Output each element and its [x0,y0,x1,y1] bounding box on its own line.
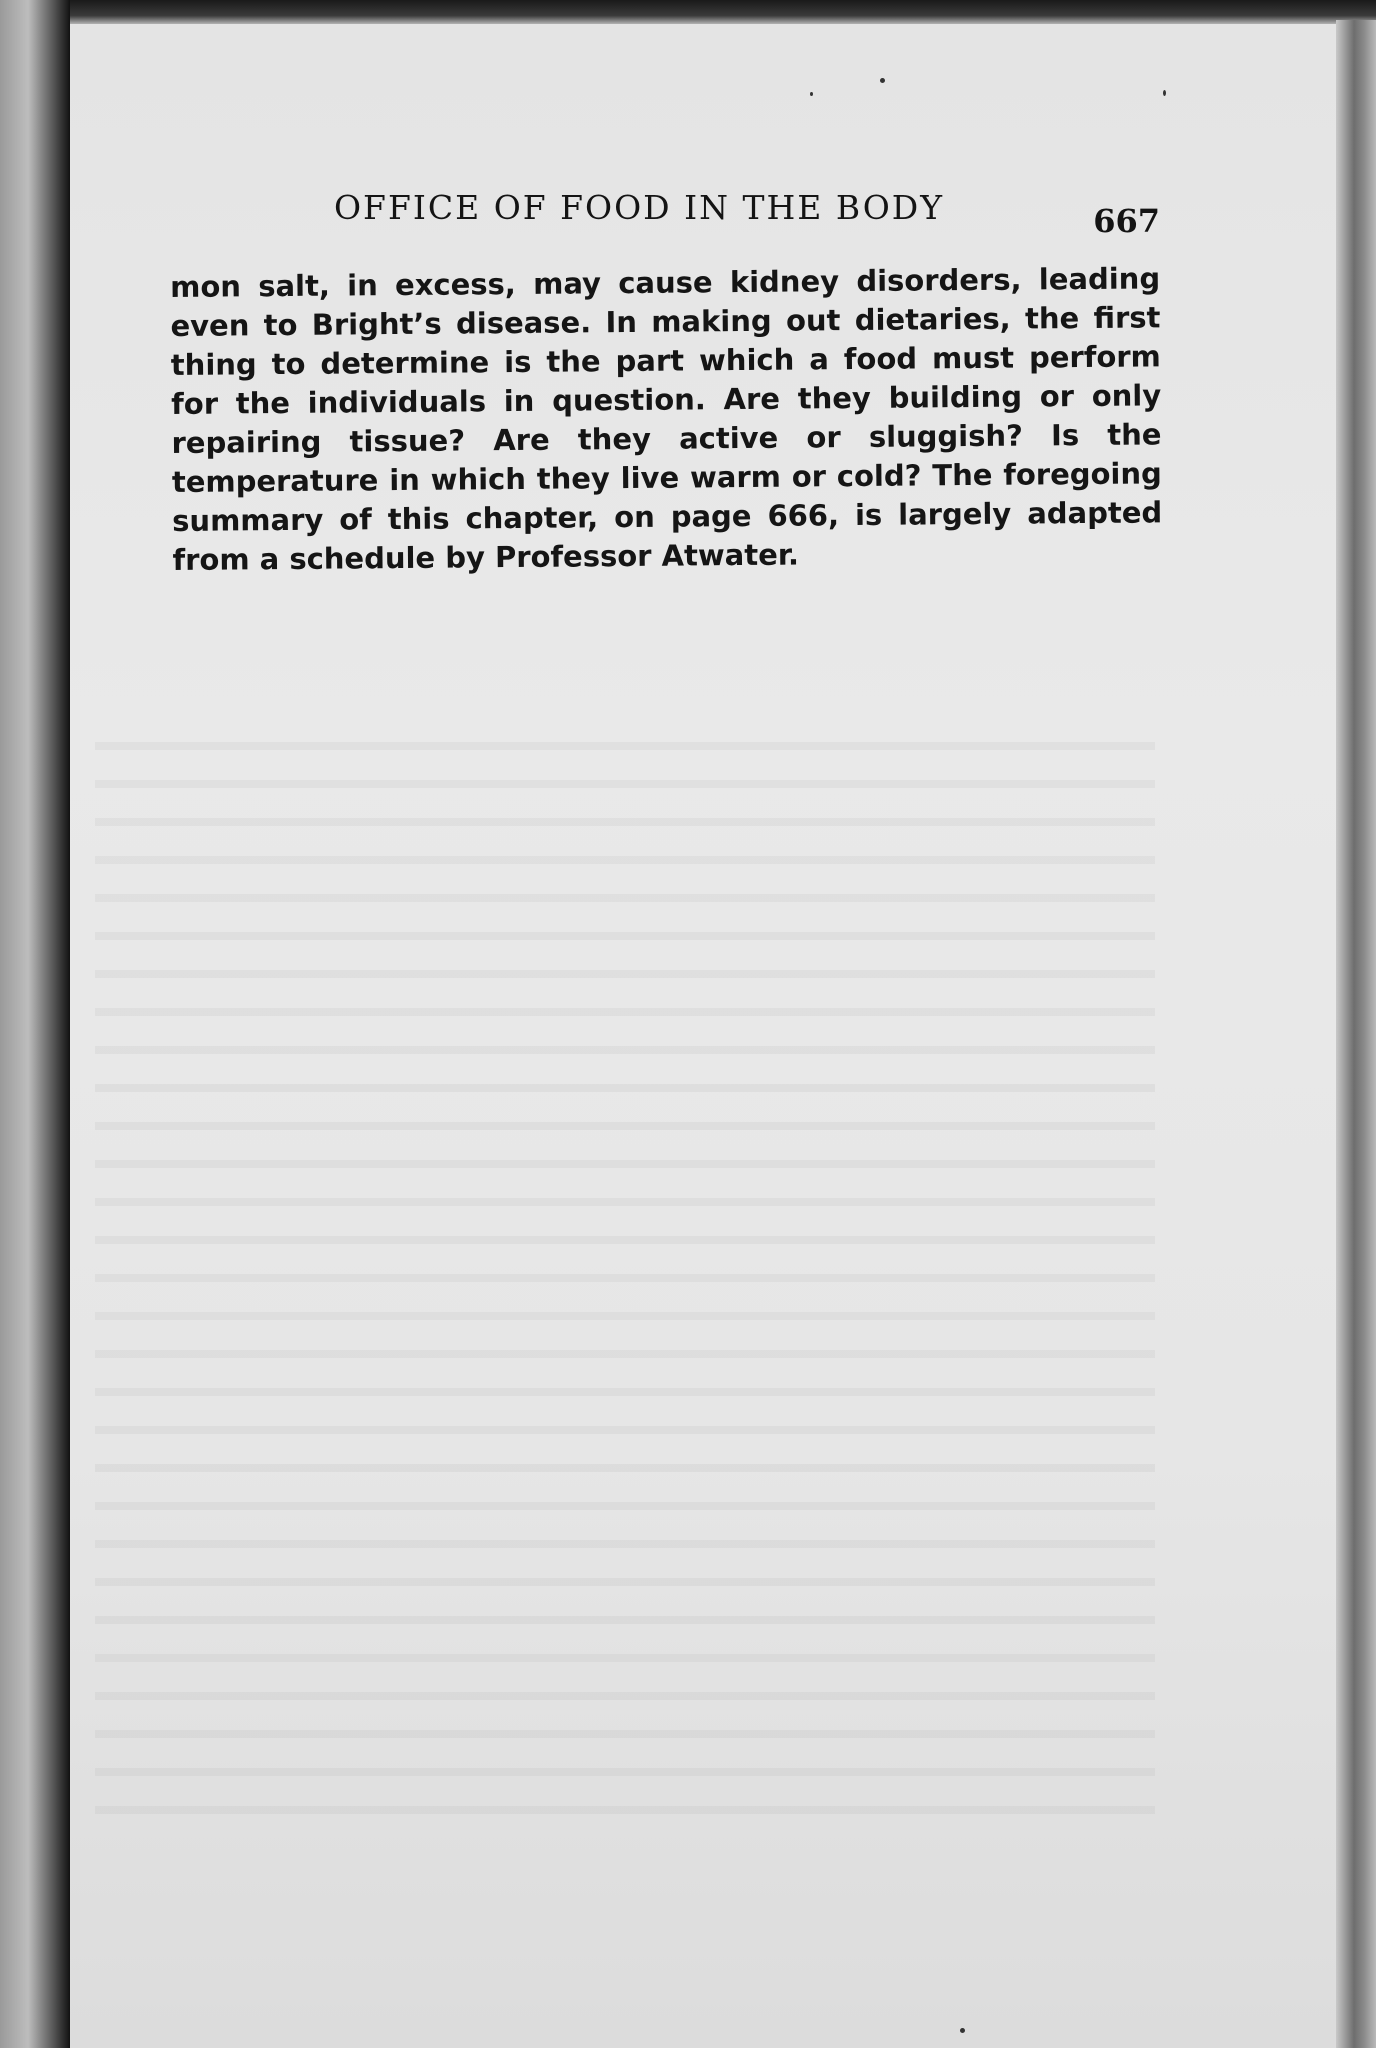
body-text [170,259,1163,580]
running-head: OFFICE OF FOOD IN THE BODY [334,188,945,227]
paragraph: mon salt, in excess, may cause kidney disorders, leading even to Bright’s disease. In making out dietaries, the first thing to determine is the part which a food must perform for the individuals in question. Are they building or only repairing tissue? Are they active or sluggish? Is the temperature in which they live warm or cold? The foregoing summary of this chapter, on page 666, is largely adapted from a schedule by Professor Atwater. [170,261,1163,577]
show-through-texture [95,720,1155,1820]
page-right-edge [1336,20,1376,2048]
page-header [260,188,1160,244]
page-number: 667 [1093,202,1160,240]
top-shadow [0,0,1376,26]
book-spine-edge [0,0,70,2048]
